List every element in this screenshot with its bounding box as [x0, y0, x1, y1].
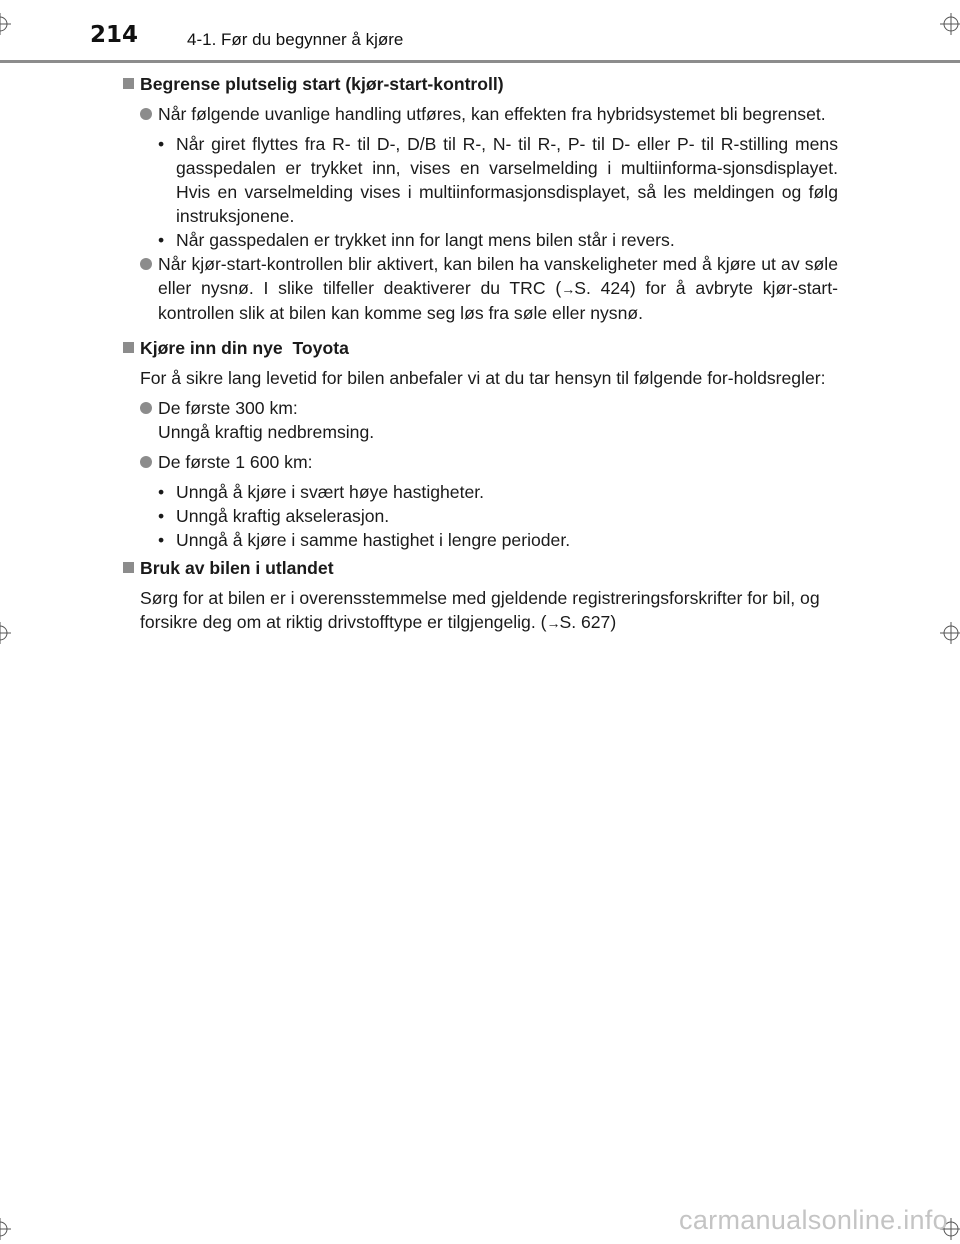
bullet-text: Unngå kraftig akselerasjon.: [176, 506, 390, 526]
bullet-glyph: •: [158, 134, 165, 154]
bullet-list: [122, 132, 838, 252]
bullet-glyph: •: [158, 530, 165, 550]
registration-mark-top-right: [940, 13, 960, 35]
gray-dot-icon: [140, 402, 152, 414]
bullet-text: Unngå å kjøre i samme hastighet i lengre perioder.: [176, 530, 571, 550]
page-reference-link[interactable]: S. 627: [559, 612, 611, 632]
list-item: [122, 252, 838, 325]
list-item-text: Når kjør-start-kontrollen blir aktivert, kan bilen ha vanskeligheter med å kjøre ut av søle eller nysnø. I slike tilfeller deaktiverer du TRC (: [158, 254, 838, 298]
section-break-in: [122, 336, 838, 552]
gray-square-icon: [123, 562, 134, 573]
section-heading-text: Begrense plutselig start (kjør-start-kontroll): [140, 74, 504, 94]
section-intro: For å sikre lang levetid for bilen anbefaler vi at du tar hensyn til følgende for-holdsregler:: [140, 368, 826, 388]
section-intro-text-continued: ): [610, 612, 617, 632]
page-content: [122, 72, 838, 635]
list-item-subtext: Unngå kraftig nedbremsing.: [158, 422, 375, 442]
section-heading-text: Bruk av bilen i utlandet: [140, 558, 334, 578]
bullet-glyph: •: [158, 506, 165, 526]
page-number: 214: [90, 22, 139, 48]
section-heading: [122, 556, 838, 580]
page-reference-link[interactable]: S. 424: [574, 278, 630, 298]
section-heading-text: Kjøre inn din nye Toyota: [140, 338, 349, 358]
section-drive-start-control: [122, 72, 838, 325]
bullet-item: [122, 480, 838, 504]
right-arrow-icon: →: [561, 281, 575, 297]
gray-dot-icon: [140, 108, 152, 120]
gray-dot-icon: [140, 258, 152, 270]
gray-dot-icon: [140, 456, 152, 468]
list-item: [122, 450, 838, 474]
registration-mark-bottom-left: [0, 1218, 11, 1240]
section-intro-text: Sørg for at bilen er i overensstemmelse med gjeldende registreringsforskrifter for bil, og forsikre deg om at riktig drivstofftype er tilgjengelig. (: [140, 588, 820, 632]
watermark: carmanualsonline.info: [679, 1205, 948, 1235]
registration-mark-mid-left: [0, 622, 11, 644]
section-heading: [122, 336, 838, 360]
bullet-item: [122, 528, 838, 552]
bullet-text: Når giret flyttes fra R- til D-, D/B til R-, N- til R-, P- til D- eller P- til R-stilling mens gasspedalen er trykket inn, vises en varselmelding i multiinforma-sjonsdisplayet. Hvis en varselmelding vises i multiinformasjonsdisplayet, så les meldingen og følg instruksjonene.: [176, 134, 838, 226]
registration-mark-top-left: [0, 13, 11, 35]
bullet-glyph: •: [158, 482, 165, 502]
header-divider: [0, 60, 960, 63]
bullet-item: [122, 132, 838, 228]
section-driving-abroad: [122, 556, 838, 635]
bullet-item: [122, 228, 838, 252]
right-arrow-icon: →: [546, 615, 560, 631]
section-heading: [122, 72, 838, 96]
list-item: [122, 396, 838, 444]
list-item-text-continued: ) for å avbryte kjør-start-kontrollen slik at bilen kan komme seg løs fra søle eller nysnø.: [158, 278, 838, 323]
section-intro: [122, 586, 838, 635]
chapter-title: 4-1. Før du begynner å kjøre: [187, 30, 404, 49]
list-item: [122, 102, 838, 126]
bullet-glyph: •: [158, 230, 165, 250]
bullet-item: [122, 504, 838, 528]
bullet-text: Når gasspedalen er trykket inn for langt mens bilen står i revers.: [176, 230, 675, 250]
list-item-text: De første 300 km:: [158, 398, 298, 418]
gray-square-icon: [123, 78, 134, 89]
registration-mark-mid-right: [940, 622, 960, 644]
list-item-text: Når følgende uvanlige handling utføres, kan effekten fra hybridsystemet bli begrenset.: [158, 104, 826, 124]
list-item-text: De første 1 600 km:: [158, 452, 313, 472]
bullet-list: [122, 480, 838, 552]
bullet-text: Unngå å kjøre i svært høye hastigheter.: [176, 482, 485, 502]
gray-square-icon: [123, 342, 134, 353]
